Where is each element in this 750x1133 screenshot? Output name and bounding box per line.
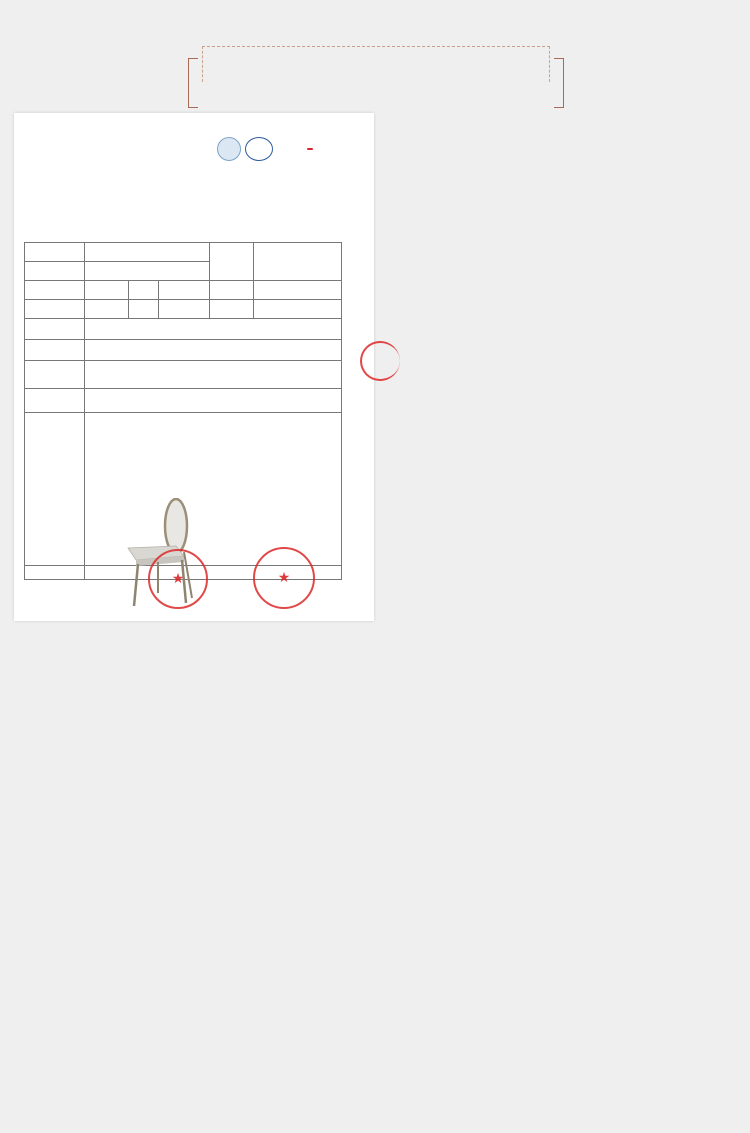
value-cell <box>84 340 341 361</box>
table-row <box>25 300 342 319</box>
bracket-right <box>554 58 564 108</box>
certification-logos <box>217 137 313 161</box>
value-cell <box>158 300 210 319</box>
label-cell <box>210 281 254 300</box>
label-cell <box>25 413 85 566</box>
bracket-left <box>188 58 198 108</box>
value-cell <box>84 389 341 413</box>
official-seal-stamp <box>148 549 208 609</box>
star-icon: ★ <box>277 570 291 586</box>
label-cell <box>210 243 254 281</box>
table-row <box>25 389 342 413</box>
value-cell <box>84 262 210 281</box>
label-cell <box>25 566 85 580</box>
dashed-frame <box>202 46 550 82</box>
section-banner <box>188 38 564 102</box>
edge-seal-stamp <box>360 341 400 381</box>
label-cell <box>25 243 85 262</box>
table-row <box>25 361 342 389</box>
value-cell <box>84 243 210 262</box>
label-cell <box>25 281 85 300</box>
test-report-page-1 <box>14 113 374 621</box>
table-row <box>25 243 342 262</box>
cma-logo <box>307 148 313 150</box>
label-cell <box>25 262 85 281</box>
value-cell <box>158 281 210 300</box>
table-row <box>25 340 342 361</box>
label-cell <box>25 340 85 361</box>
label-cell <box>25 361 85 389</box>
label-cell <box>25 389 85 413</box>
value-cell <box>84 300 128 319</box>
table-row <box>25 319 342 340</box>
label-cell <box>25 319 85 340</box>
cma-mark <box>307 148 313 150</box>
value-cell <box>254 243 342 281</box>
star-icon: ★ <box>171 571 185 587</box>
result-cell <box>84 413 341 566</box>
label-cell <box>25 300 85 319</box>
value-cell <box>84 319 341 340</box>
value-cell <box>84 361 341 389</box>
cnas-logo <box>245 137 273 161</box>
label-cell <box>210 300 254 319</box>
table-row <box>25 281 342 300</box>
report-seal-stamp <box>253 547 315 609</box>
label-cell <box>128 281 158 300</box>
ilac-mra-logo <box>217 137 241 161</box>
value-cell <box>84 281 128 300</box>
label-cell <box>128 300 158 319</box>
value-cell <box>254 300 342 319</box>
value-cell <box>254 281 342 300</box>
